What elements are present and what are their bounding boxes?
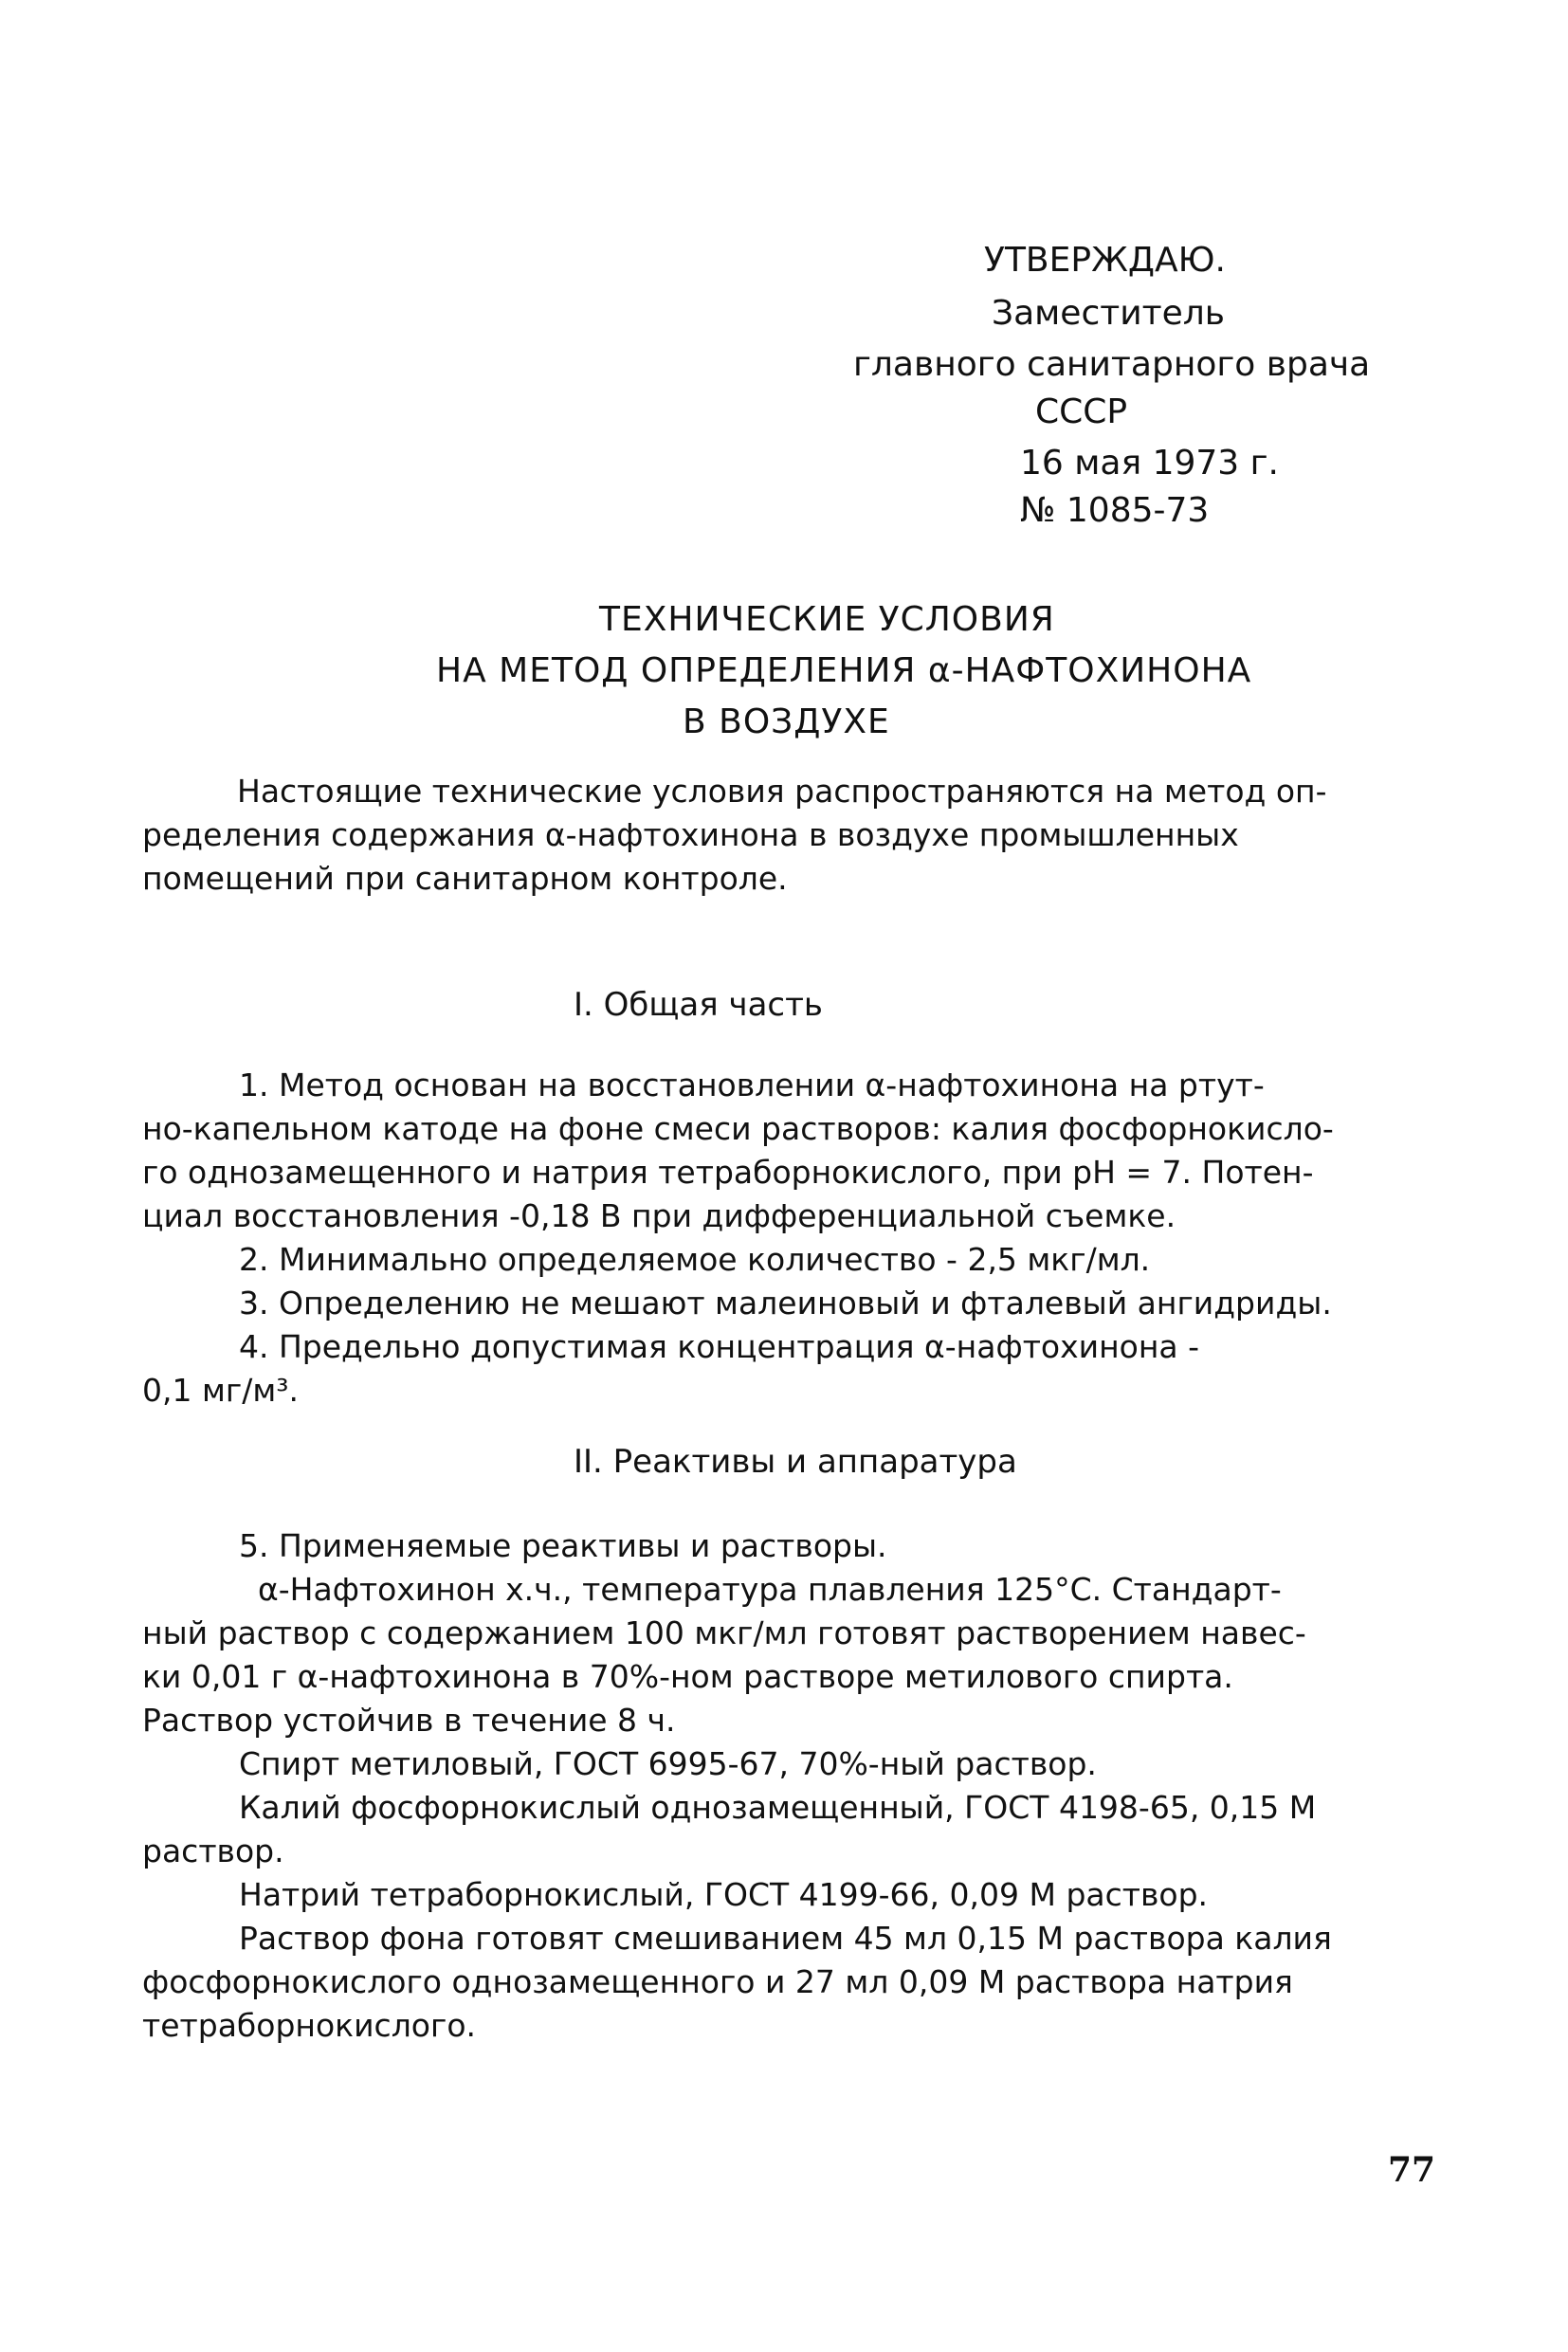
approval-line-approve: УТВЕРЖДАЮ. xyxy=(984,241,1226,280)
intro-line-2: ределения содержания α-нафтохинона в воздухе промышленных xyxy=(142,816,1239,853)
approval-line-deputy: Заместитель xyxy=(992,294,1225,333)
item-1-line-2: но-капельном катоде на фоне смеси растворов: калия фосфорнокисло- xyxy=(142,1110,1334,1147)
item-1-line-3: го однозамещенного и натрия тетраборнокислого, при pH = 7. Потен- xyxy=(142,1154,1314,1191)
item-1-line-4: циал восстановления -0,18 В при дифференциальной съемке. xyxy=(142,1197,1176,1234)
title-line-1: ТЕХНИЧЕСКИЕ УСЛОВИЯ xyxy=(599,600,1055,639)
title-line-2: НА МЕТОД ОПРЕДЕЛЕНИЯ α-НАФТОХИНОНА xyxy=(436,651,1252,690)
title-line-3: В ВОЗДУХЕ xyxy=(683,702,890,741)
approval-line-position: главного санитарного врача xyxy=(853,345,1371,384)
item-5e-line-3: тетраборнокислого. xyxy=(142,2007,476,2044)
intro-line-1: Настоящие технические условия распространяются на метод оп- xyxy=(237,773,1327,810)
item-5a-line-2: ный раствор с содержанием 100 мкг/мл готовят растворением навес- xyxy=(142,1614,1306,1651)
item-5a-line-1: α-Нафтохинон х.ч., температура плавления 125°C. Стандарт- xyxy=(258,1571,1282,1608)
item-5a-line-3: ки 0,01 г α-нафтохинона в 70%-ном растворе метилового спирта. xyxy=(142,1658,1233,1695)
item-3: 3. Определению не мешают малеиновый и фталевый ангидриды. xyxy=(239,1285,1332,1322)
item-2: 2. Минимально определяемое количество - 2,5 мкг/мл. xyxy=(239,1241,1151,1278)
item-5c-line-1: Калий фосфорнокислый однозамещенный, ГОСТ 4198-65, 0,15 М xyxy=(239,1789,1317,1826)
item-5d: Натрий тетраборнокислый, ГОСТ 4199-66, 0,09 М раствор. xyxy=(239,1876,1209,1913)
item-5c-line-2: раствор. xyxy=(142,1832,284,1869)
item-5a-line-4: Раствор устойчив в течение 8 ч. xyxy=(142,1702,676,1739)
approval-line-number: № 1085-73 xyxy=(1020,491,1210,530)
section-1-heading: I. Общая часть xyxy=(574,986,823,1024)
approval-line-date: 16 мая 1973 г. xyxy=(1020,444,1279,483)
item-5e-line-2: фосфорнокислого однозамещенного и 27 мл 0,09 М раствора натрия xyxy=(142,1963,1293,2000)
item-4-line-2: 0,1 мг/м³. xyxy=(142,1372,299,1409)
approval-line-country: СССР xyxy=(1035,392,1128,431)
item-5e-line-1: Раствор фона готовят смешиванием 45 мл 0,15 М раствора калия xyxy=(239,1920,1332,1957)
intro-line-3: помещений при санитарном контроле. xyxy=(142,860,788,897)
item-5: 5. Применяемые реактивы и растворы. xyxy=(239,1527,887,1564)
item-1-line-1: 1. Метод основан на восстановлении α-нафтохинона на ртут- xyxy=(239,1067,1265,1103)
item-4-line-1: 4. Предельно допустимая концентрация α-нафтохинона - xyxy=(239,1328,1200,1365)
item-5b: Спирт метиловый, ГОСТ 6995-67, 70%-ный раствор. xyxy=(239,1745,1097,1782)
section-2-heading: II. Реактивы и аппаратура xyxy=(574,1443,1017,1481)
page-number: 77 xyxy=(1388,2150,1436,2190)
